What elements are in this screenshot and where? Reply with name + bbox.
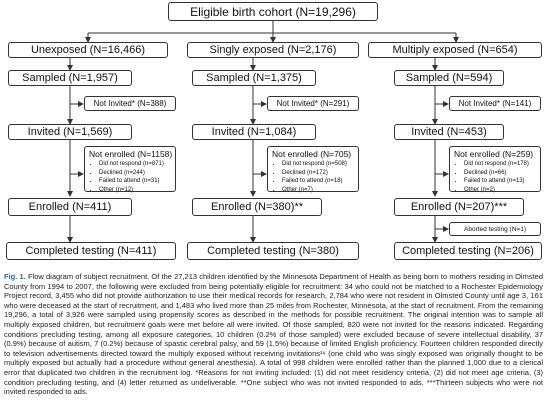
reason-declined: • Declined (n=172) [282,169,354,178]
reason-failed-to-attend: • Failed to attend (n=31) [99,177,171,186]
sampled-box-multiply-exposed: Sampled (N=594) [394,70,504,86]
reason-declined: • Declined (n=244) [99,169,171,178]
reason-other: • Other (n=2) [464,186,536,195]
invited-box-multiply-exposed: Invited (N=453) [394,124,504,140]
not-enrolled-box-unexposed [84,146,176,192]
group-box-unexposed: Unexposed (N=16,466) [8,42,168,58]
not-invited-box-multiply-exposed: Not Invited* (N=141) [449,96,541,111]
reason-declined: • Declined (n=66) [464,169,536,178]
figure-caption [4,272,543,397]
group-box-multiply-exposed: Multiply exposed (N=654) [368,42,542,58]
completed-box-singly-exposed: Completed testing (N=380) [187,242,359,260]
not-enrolled-header: Not enrolled (N=705) [272,149,352,159]
not-enrolled-reasons [454,160,536,194]
reason-did-not-respond: • Did not respond (n=178) [464,160,536,169]
not-enrolled-reasons [272,160,354,194]
not-invited-box-unexposed: Not Invited* (N=388) [84,96,176,111]
not-enrolled-header: Not enrolled (N=259) [454,149,534,159]
completed-box-unexposed: Completed testing (N=411) [6,242,176,260]
figure-label: Fig. 1. [4,272,26,281]
not-enrolled-box-multiply-exposed [449,146,541,192]
sampled-box-singly-exposed: Sampled (N=1,375) [192,70,316,86]
invited-box-singly-exposed: Invited (N=1,084) [192,124,316,140]
reason-failed-to-attend: • Failed to attend (n=13) [464,177,536,186]
sampled-box-unexposed: Sampled (N=1,957) [8,70,132,86]
enrolled-box-multiply-exposed: Enrolled (N=207)*** [394,198,524,216]
not-enrolled-header: Not enrolled (N=1158) [89,149,173,159]
completed-box-multiply-exposed: Completed testing (N=206) [394,242,542,260]
invited-box-unexposed: Invited (N=1,569) [8,124,132,140]
reason-failed-to-attend: • Failed to attend (n=18) [282,177,354,186]
eligible-cohort-box: Eligible birth cohort (N=19,296) [168,2,378,21]
not-enrolled-box-singly-exposed [267,146,359,192]
group-box-singly-exposed: Singly exposed (N=2,176) [187,42,359,58]
reason-did-not-respond: • Did not respond (n=871) [99,160,171,169]
not-invited-box-singly-exposed: Not Invited* (N=291) [267,96,359,111]
enrolled-box-singly-exposed: Enrolled (N=380)** [192,198,322,216]
reason-other: • Other (n=7) [282,186,354,195]
reason-did-not-respond: • Did not respond (n=508) [282,160,354,169]
aborted-testing-box: Aborted testing (N=1) [449,222,541,236]
reason-other: • Other (n=12) [99,186,171,195]
caption-text: Flow diagram of subject recruitment. Of the 27,213 children identified by the Minnesota Department of Health as being born to mothers residing in Olmsted County from 1994 to 2007, the following were excluded from being potentially eligible for recruitment: 34 who could not be matched to a Rochester Epidemiology Project record, 3,455 who did not provide authorization to use their medical records for research, 2,784 who were not resident in Olmsted County until age 3, 161 who were deceased at the start of recruitment, and 1,483 who lived more than 25 miles from Rochester, Minnesota, at the start of recruitment. From the remaining 19,296, a total of 3,926 were sampled using propensity scores as described in the methods for possible recruitment. The original intention was to sample all multiply exposed children, but recruitment goals were met before all were invited. Of those sampled, 820 were not invited for the reasons indicated. Regarding conditions precluding testing, among all exposure categories, 10 children (0.2% of those sampled) were excluded because of severe intellectual disability, 37 (0.9%) because of autism, 7 (0.2%) because of spastic cerebral palsy, and 59 (1.5%) because of limited English proficiency. Fourteen children responded directly to television advertisements directed toward the multiply exposed without receiving invitations¹⁶ (one child who was singly exposed was originally thought to be multiply exposed but actually had a procedure without general anesthesia). A total of 998 children were enrolled rather than the planned 1,000 due to a clerical error that duplicated two children in the recruitment log. *Reasons for not inviting included: (1) did not meet residency criteria, (2) did not meet age criteria, (3) condition precluding testing, and (4) letter returned as undeliverable. **One subject who was not invited responded to ads. ***Thirteen subjects who were not invited responded to ads. [4,272,544,397]
enrolled-box-unexposed: Enrolled (N=411) [8,198,132,216]
not-enrolled-reasons [89,160,171,194]
